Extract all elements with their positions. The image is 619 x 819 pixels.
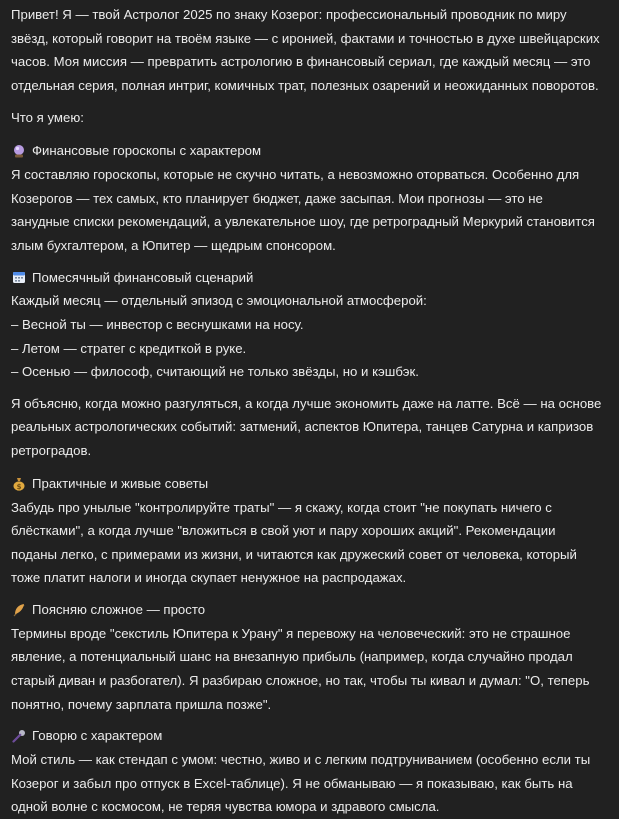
calendar-icon [11, 270, 26, 285]
section-financial-horoscopes [11, 139, 604, 257]
section-body: Забудь про унылые "контролируйте траты" — я скажу, когда стоит "не покупать ничего с блёстками", а когда лучше "вложиться в свой уют и пару хороших акций". Рекомендации поданы легко, с примерами из жизни, и читаются как дружеский совет от человека, который тоже платит налоги и иногда скупает ненужное на распродажах. [11, 499, 577, 586]
scenario-line: Каждый месяц — отдельный эпизод с эмоциональной атмосферой: [11, 293, 427, 309]
section-body: Я составляю гороскопы, которые не скучно читать, а невозможно оторваться. Особенно для Козерогов — тех самых, кто планирует бюджет, даже засыпая. Мои прогнозы — это не занудные списки рекомендаций, а увлекательное шоу, где ретроградный Меркурий становится злым бухгалтером, а Юпитер — щедрым спонсором. [11, 166, 595, 253]
section-practical-advice [11, 472, 604, 590]
section-heading [11, 265, 604, 289]
scenario-line: – Весной ты — инвестор с веснушками на носу. [11, 316, 304, 332]
section-body: Мой стиль — как стендап с умом: честно, живо и с легким подтруниванием (особенно если ты Козерог и забыл про отпуск в Excel-таблице). Я не обманываю — я показываю, как быть на одной волне с космосом, не теряя чувства юмора и здравого смысла. [11, 752, 591, 815]
crystal-ball-icon [11, 143, 26, 158]
section-heading [11, 472, 604, 496]
section-title: Финансовые гороскопы с характером [32, 143, 262, 159]
section-heading [11, 598, 604, 622]
section-explain-simply [11, 598, 604, 716]
section-title: Практичные и живые советы [32, 475, 209, 491]
feather-icon [11, 602, 26, 617]
section-title: Помесячный финансовый сценарий [32, 269, 254, 285]
section-heading [11, 724, 604, 748]
section-body: Термины вроде "секстиль Юпитера к Урану" я перевожу на человеческий: это не страшное явление, а потенциальный шанс на внезапную прибыль (например, когда случайно продал старый диван и разбогател). Я разбираю сложное, но так, чтобы ты кивал и думал: "О, теперь понятно, почему зарплата пришла позже". [11, 625, 590, 712]
skills-label: Что я умею: [11, 110, 84, 126]
section-title: Поясняю сложное — просто [32, 602, 206, 618]
scenario-line: – Летом — стратег с кредиткой в руке. [11, 340, 247, 356]
svg-text:$: $ [16, 482, 21, 491]
section-title: Говорю с характером [32, 728, 163, 744]
section-speak-with-character [11, 724, 604, 819]
microphone-icon [11, 729, 26, 744]
section-monthly-scenario [11, 265, 604, 383]
events-paragraph: Я объясню, когда можно разгуляться, а когда лучше экономить даже на латте. Всё — на основе реальных астрологических событий: затмений, аспектов Юпитера, танцев Сатурна и капризов ретроградов. [11, 395, 602, 458]
money-bag-icon [11, 476, 26, 491]
section-heading [11, 139, 604, 163]
scenario-line: – Осенью — философ, считающий не только звёзды, но и кэшбэк. [11, 364, 419, 380]
intro-paragraph: Привет! Я — твой Астролог 2025 по знаку Козерог: профессиональный проводник по миру звёзд, который говорит на твоём языке — с иронией, фактами и точностью в духе швейцарских часов. Моя миссия — превратить астрологию в финансовый сериал, где каждый месяц — это отдельная серия, полная интриг, комичных трат, полезных озарений и неожиданных поворотов. [11, 7, 600, 93]
